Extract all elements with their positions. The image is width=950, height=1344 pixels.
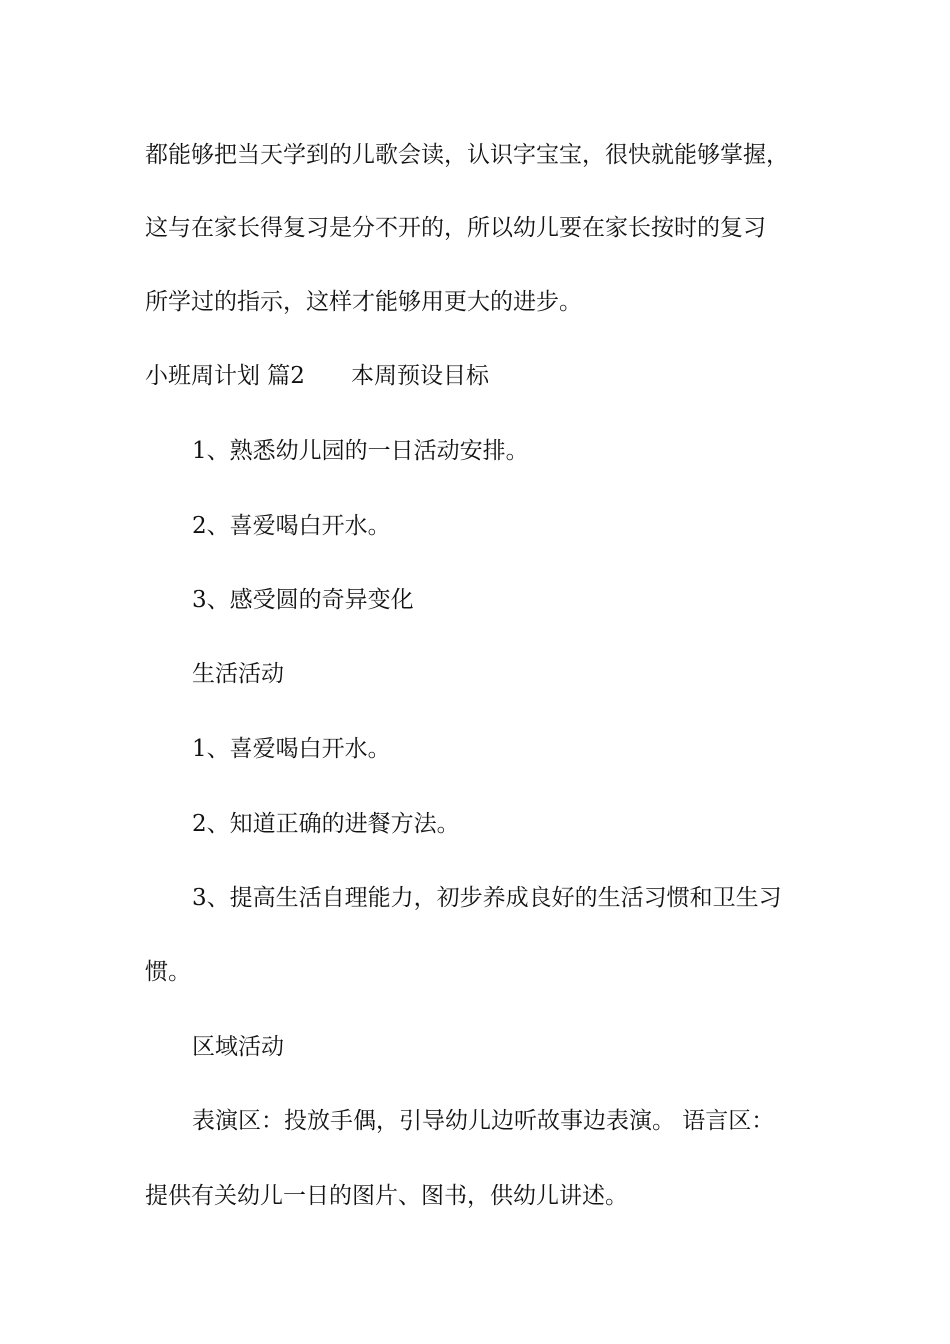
- goal-item-3: 3、感受圆的奇异变化: [192, 587, 414, 613]
- life-activity-item-3: 3、提高生活自理能力，初步养成良好的生活习惯和卫生习: [192, 885, 782, 911]
- area-activities-line-1: 表演区：投放手偶，引导幼儿边听故事边表演。 语言区：: [192, 1108, 775, 1134]
- life-activity-item-2: 2、知道正确的进餐方法。: [192, 811, 460, 837]
- section-subtitle: 本周预设目标: [350, 363, 489, 389]
- paragraph-line-2: 这与在家长得复习是分不开的，所以幼儿要在家长按时的复习: [145, 215, 766, 241]
- goal-item-2: 2、喜爱喝白开水。: [192, 513, 391, 539]
- paragraph-line-1: 都能够把当天学到的儿歌会读，认识字宝宝，很快就能够掌握，: [145, 142, 789, 168]
- life-activities-heading: 生活活动: [192, 661, 284, 687]
- area-activities-heading: 区域活动: [192, 1034, 284, 1060]
- life-activity-item-3-continuation: 惯。: [145, 959, 191, 985]
- life-activity-item-1: 1、喜爱喝白开水。: [192, 736, 391, 762]
- area-activities-line-2: 提供有关幼儿一日的图片、图书，供幼儿讲述。: [145, 1183, 628, 1209]
- section-title: 小班周计划 篇2: [145, 363, 305, 389]
- section-heading: [145, 361, 489, 391]
- goal-item-1: 1、熟悉幼儿园的一日活动安排。: [192, 438, 529, 464]
- paragraph-line-3: 所学过的指示，这样才能够用更大的进步。: [145, 289, 582, 315]
